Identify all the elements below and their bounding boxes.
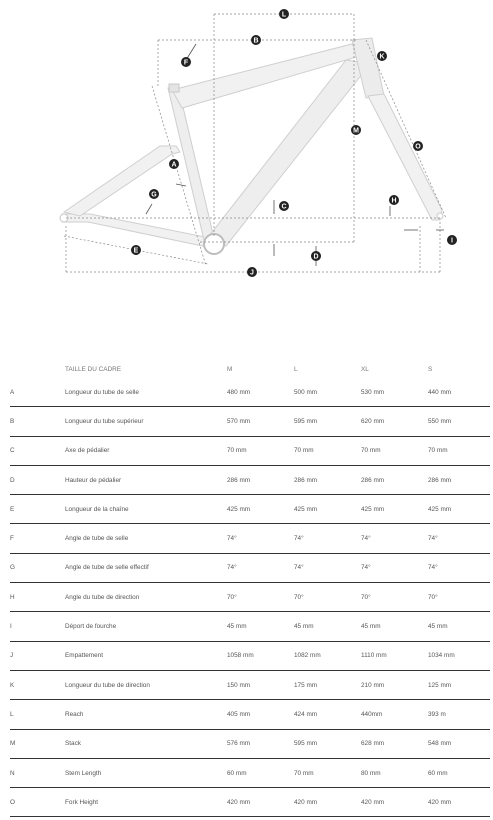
row-name: Longueur du tube supérieur xyxy=(65,407,227,436)
svg-text:B: B xyxy=(253,37,259,45)
value-m: 70 mm xyxy=(227,436,294,465)
value-s: 286 mm xyxy=(428,465,490,494)
value-l: 286 mm xyxy=(294,465,361,494)
value-l: 70° xyxy=(294,583,361,612)
value-l: 70 mm xyxy=(294,758,361,787)
table-row xyxy=(10,407,490,436)
marker-m xyxy=(351,125,361,135)
bike-frame-geometry-diagram xyxy=(0,0,493,290)
value-l: 425 mm xyxy=(294,495,361,524)
header-size-xl: XL xyxy=(361,365,369,373)
bottom-bracket xyxy=(204,234,224,254)
value-l: 175 mm xyxy=(294,670,361,699)
marker-i xyxy=(447,235,457,245)
svg-text:K: K xyxy=(379,53,385,61)
value-xl: 420 mm xyxy=(361,788,428,817)
value-s: 1034 mm xyxy=(428,641,490,670)
value-xl: 440mm xyxy=(361,700,428,729)
marker-h xyxy=(389,195,399,205)
value-l: 70 mm xyxy=(294,436,361,465)
value-s: 125 mm xyxy=(428,670,490,699)
value-s: 45 mm xyxy=(428,612,490,641)
marker-g xyxy=(149,189,159,199)
row-key: A xyxy=(10,378,65,407)
value-m: 425 mm xyxy=(227,495,294,524)
svg-text:C: C xyxy=(281,203,287,211)
value-s: 70 mm xyxy=(428,436,490,465)
value-s: 550 mm xyxy=(428,407,490,436)
header-frame-size: TAILLE DU CADRE xyxy=(65,365,121,373)
header-size-m: M xyxy=(227,365,233,373)
svg-text:D: D xyxy=(313,253,319,261)
marker-d xyxy=(311,251,321,261)
value-s: 60 mm xyxy=(428,758,490,787)
table-row xyxy=(10,495,490,524)
table-row xyxy=(10,729,490,758)
value-m: 74° xyxy=(227,524,294,553)
row-key: M xyxy=(10,729,65,758)
row-name: Stack xyxy=(65,729,227,758)
marker-a xyxy=(169,159,179,169)
value-m: 576 mm xyxy=(227,729,294,758)
value-s: 393 m xyxy=(428,700,490,729)
marker-f xyxy=(181,57,191,67)
row-name: Reach xyxy=(65,700,227,729)
seatpost-clamp xyxy=(169,84,179,92)
row-name: Axe de pédalier xyxy=(65,436,227,465)
value-xl: 210 mm xyxy=(361,670,428,699)
row-name: Stem Length xyxy=(65,758,227,787)
svg-text:E: E xyxy=(133,247,139,255)
value-m: 405 mm xyxy=(227,700,294,729)
value-l: 595 mm xyxy=(294,729,361,758)
table-row xyxy=(10,788,490,817)
table-header-row xyxy=(10,360,490,378)
row-name: Angle de tube de selle xyxy=(65,524,227,553)
value-s: 425 mm xyxy=(428,495,490,524)
value-s: 440 mm xyxy=(428,378,490,407)
row-key: O xyxy=(10,788,65,817)
svg-text:M: M xyxy=(353,127,359,135)
row-key: H xyxy=(10,583,65,612)
value-xl: 425 mm xyxy=(361,495,428,524)
table-row xyxy=(10,612,490,641)
value-s: 74° xyxy=(428,524,490,553)
value-l: 595 mm xyxy=(294,407,361,436)
seatstay xyxy=(64,146,180,216)
svg-text:H: H xyxy=(391,197,397,205)
row-name: Longueur du tube de direction xyxy=(65,670,227,699)
value-m: 60 mm xyxy=(227,758,294,787)
table-row xyxy=(10,758,490,787)
table-row xyxy=(10,583,490,612)
value-m: 70° xyxy=(227,583,294,612)
value-m: 286 mm xyxy=(227,465,294,494)
value-m: 45 mm xyxy=(227,612,294,641)
value-m: 570 mm xyxy=(227,407,294,436)
row-name: Angle de tube de selle effectif xyxy=(65,553,227,582)
svg-text:J: J xyxy=(250,269,254,277)
header-blank xyxy=(10,360,65,378)
row-name: Longueur de la chaîne xyxy=(65,495,227,524)
row-key: C xyxy=(10,436,65,465)
row-name: Fork Height xyxy=(65,788,227,817)
table-row xyxy=(10,524,490,553)
svg-text:A: A xyxy=(171,161,177,169)
svg-text:I: I xyxy=(451,237,453,245)
value-s: 548 mm xyxy=(428,729,490,758)
table-row xyxy=(10,700,490,729)
value-l: 45 mm xyxy=(294,612,361,641)
marker-c xyxy=(279,201,289,211)
row-name: Angle du tube de direction xyxy=(65,583,227,612)
value-xl: 1110 mm xyxy=(361,641,428,670)
marker-j xyxy=(247,267,257,277)
row-key: B xyxy=(10,407,65,436)
marker-e xyxy=(131,245,141,255)
row-key: L xyxy=(10,700,65,729)
marker-k xyxy=(377,51,387,61)
fork xyxy=(368,94,442,220)
value-m: 150 mm xyxy=(227,670,294,699)
marker-l xyxy=(279,9,289,19)
value-m: 74° xyxy=(227,553,294,582)
table-row xyxy=(10,641,490,670)
table-row xyxy=(10,553,490,582)
row-key: E xyxy=(10,495,65,524)
frame-drawing xyxy=(60,38,443,254)
value-m: 1058 mm xyxy=(227,641,294,670)
value-m: 480 mm xyxy=(227,378,294,407)
value-l: 420 mm xyxy=(294,788,361,817)
header-size-l: L xyxy=(294,365,298,373)
value-xl: 620 mm xyxy=(361,407,428,436)
svg-text:L: L xyxy=(281,11,287,19)
row-key: F xyxy=(10,524,65,553)
row-name: Déport de fourche xyxy=(65,612,227,641)
value-xl: 286 mm xyxy=(361,465,428,494)
value-xl: 530 mm xyxy=(361,378,428,407)
value-xl: 74° xyxy=(361,524,428,553)
row-name: Empattement xyxy=(65,641,227,670)
value-xl: 628 mm xyxy=(361,729,428,758)
table-row xyxy=(10,378,490,407)
svg-text:G: G xyxy=(151,191,157,199)
row-key: K xyxy=(10,670,65,699)
value-l: 74° xyxy=(294,524,361,553)
row-name: Hauteur de pédalier xyxy=(65,465,227,494)
row-key: G xyxy=(10,553,65,582)
value-s: 74° xyxy=(428,553,490,582)
value-xl: 74° xyxy=(361,553,428,582)
value-m: 420 mm xyxy=(227,788,294,817)
value-l: 74° xyxy=(294,553,361,582)
value-xl: 45 mm xyxy=(361,612,428,641)
table-row xyxy=(10,465,490,494)
row-key: J xyxy=(10,641,65,670)
chainstay xyxy=(62,214,212,248)
svg-text:F: F xyxy=(183,59,189,67)
row-key: D xyxy=(10,465,65,494)
svg-text:O: O xyxy=(415,143,421,151)
value-s: 70° xyxy=(428,583,490,612)
geometry-table xyxy=(10,360,490,817)
value-l: 1082 mm xyxy=(294,641,361,670)
value-xl: 70 mm xyxy=(361,436,428,465)
marker-o xyxy=(413,141,423,151)
value-s: 420 mm xyxy=(428,788,490,817)
dimension-lines xyxy=(64,11,446,274)
value-l: 500 mm xyxy=(294,378,361,407)
row-name: Longueur du tube de selle xyxy=(65,378,227,407)
value-xl: 70° xyxy=(361,583,428,612)
header-size-s: S xyxy=(428,365,433,373)
value-l: 424 mm xyxy=(294,700,361,729)
row-key: N xyxy=(10,758,65,787)
value-xl: 80 mm xyxy=(361,758,428,787)
row-key: I xyxy=(10,612,65,641)
marker-b xyxy=(251,35,261,45)
table-row xyxy=(10,436,490,465)
table-row xyxy=(10,670,490,699)
